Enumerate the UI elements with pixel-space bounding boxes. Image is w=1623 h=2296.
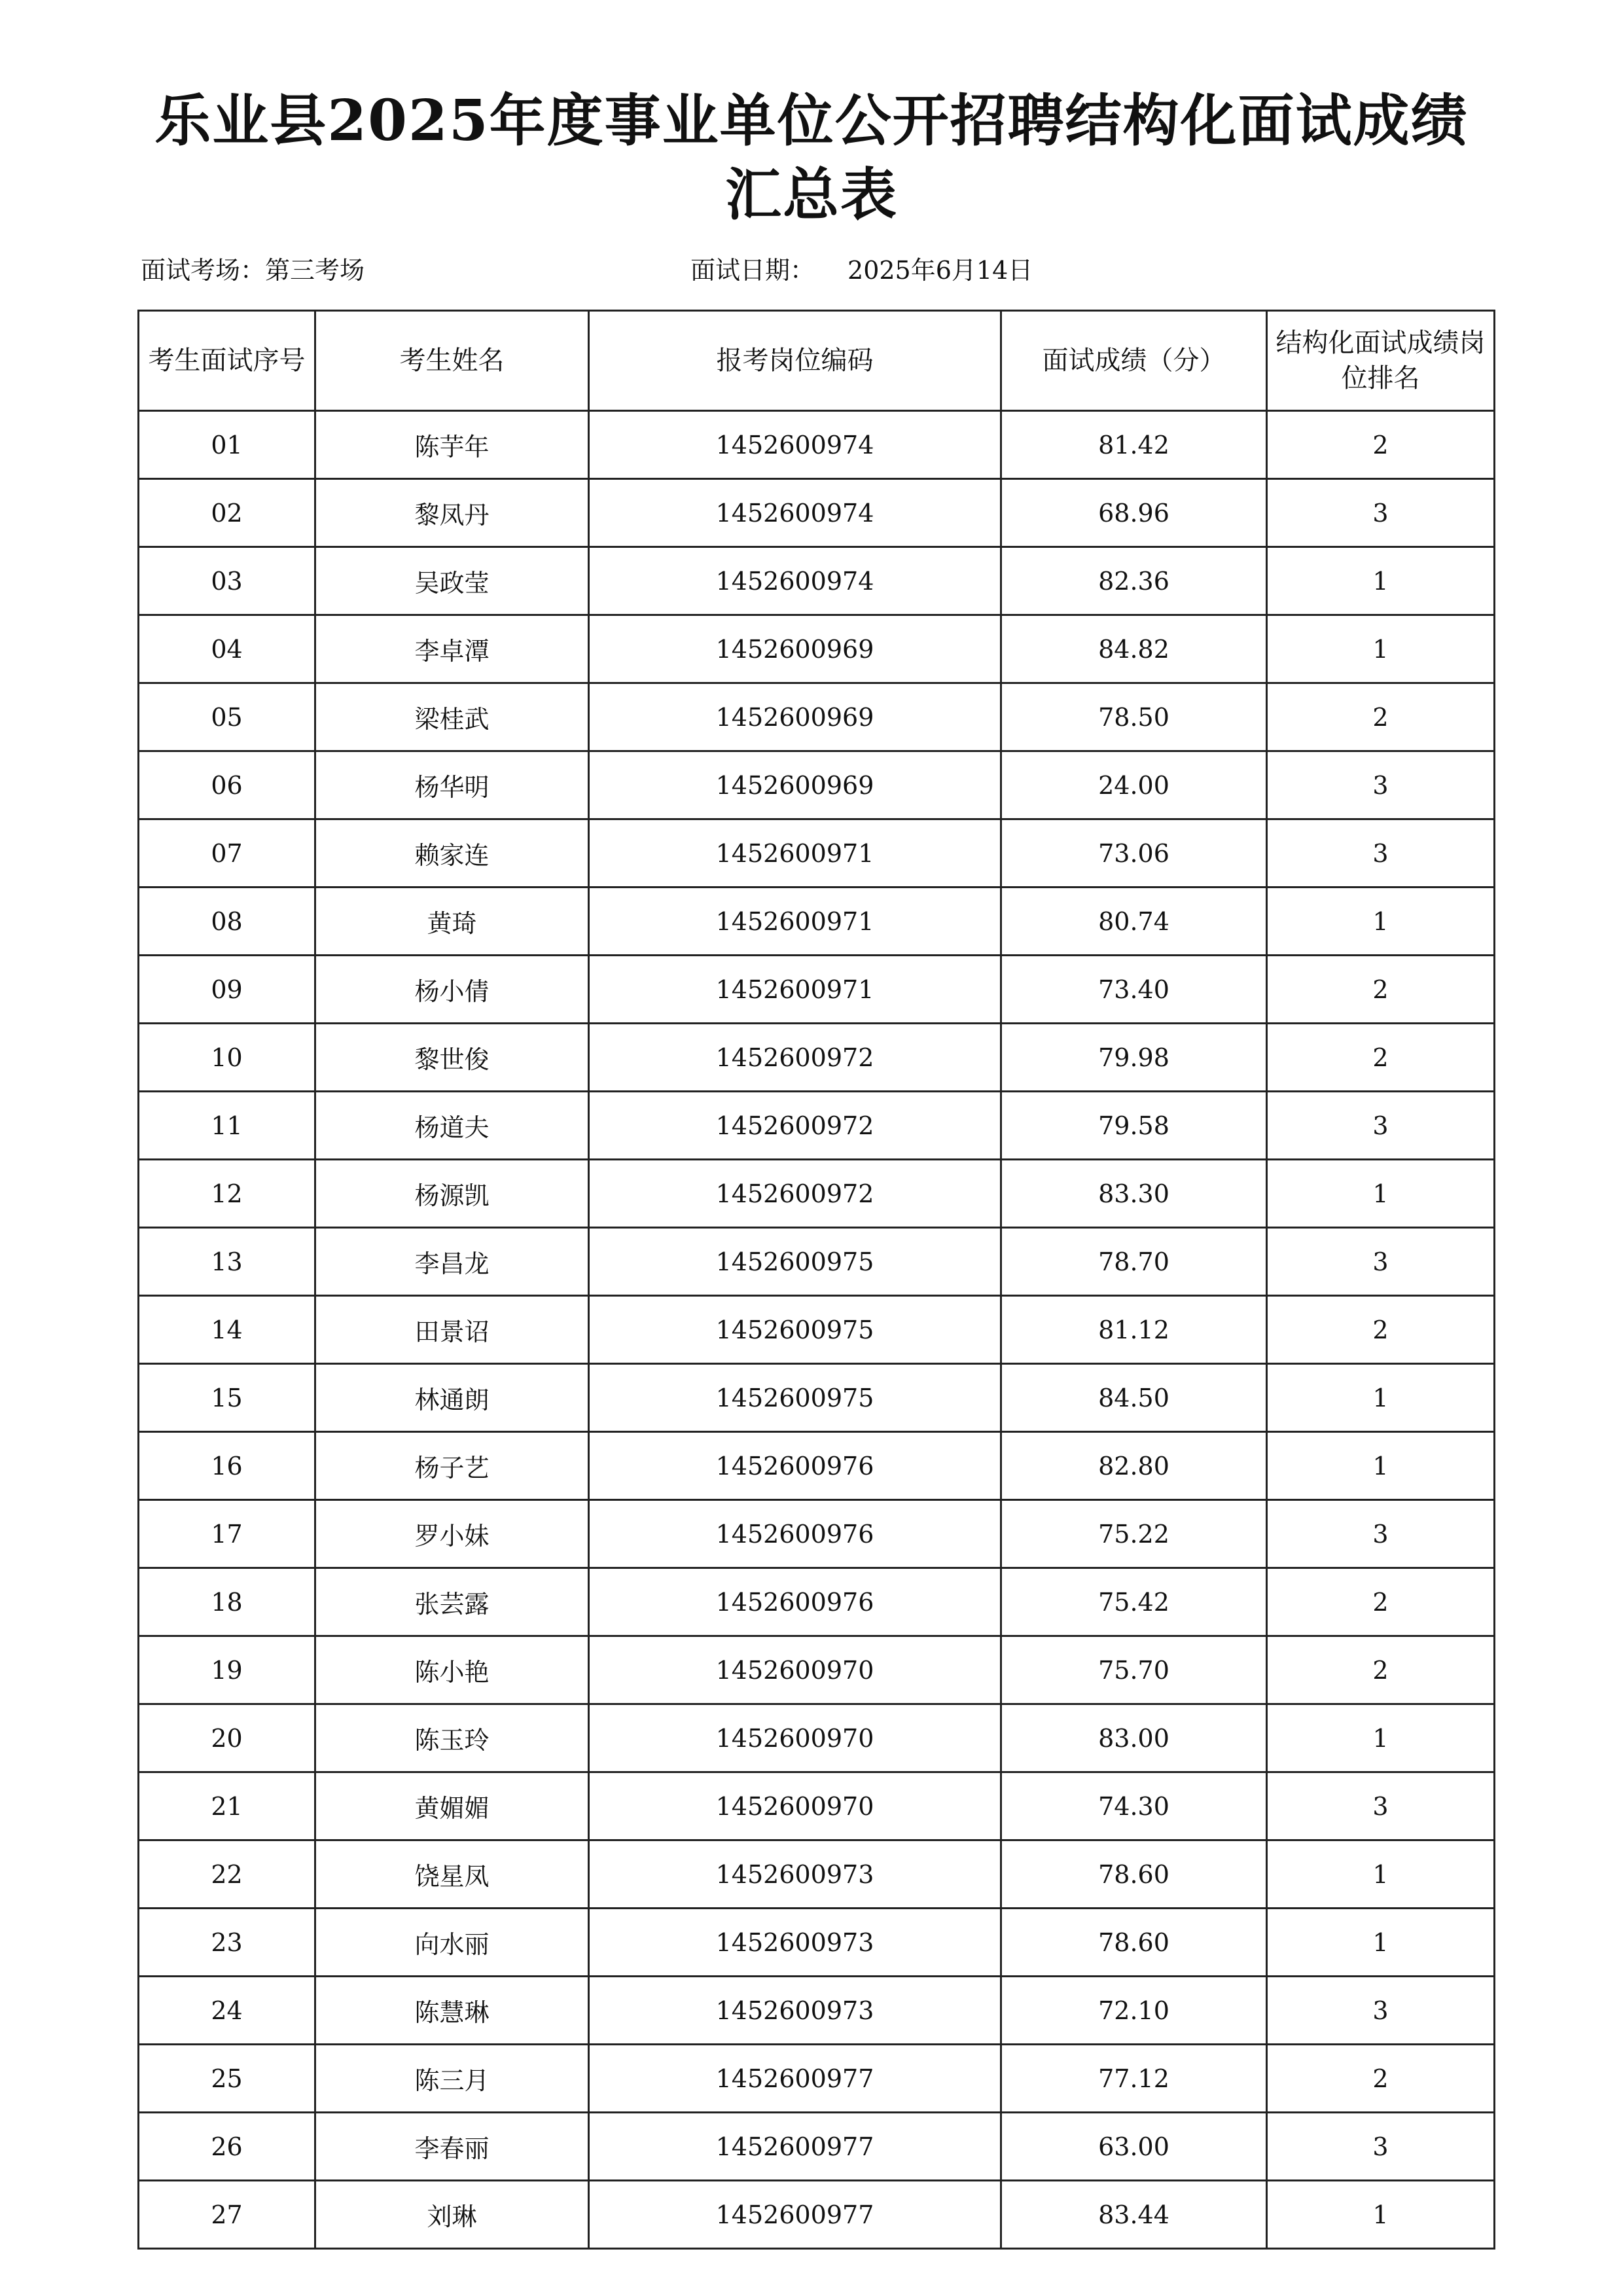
cell-seq: 09 [139, 956, 315, 1024]
cell-post-code: 1452600972 [589, 1024, 1001, 1092]
cell-rank: 1 [1267, 1364, 1495, 1432]
cell-seq: 18 [139, 1568, 315, 1636]
cell-seq: 06 [139, 751, 315, 819]
table-row [139, 2113, 1495, 2181]
cell-score: 78.70 [1001, 1228, 1267, 1296]
table-row [139, 888, 1495, 956]
cell-score: 73.06 [1001, 819, 1267, 888]
header-name: 考生姓名 [315, 311, 589, 411]
cell-name: 陈芋年 [315, 411, 589, 479]
cell-rank: 1 [1267, 1840, 1495, 1909]
cell-score: 79.58 [1001, 1092, 1267, 1160]
cell-score: 75.42 [1001, 1568, 1267, 1636]
cell-post-code: 1452600974 [589, 547, 1001, 615]
cell-name: 杨源凯 [315, 1160, 589, 1228]
cell-rank: 1 [1267, 1909, 1495, 1977]
cell-rank: 3 [1267, 1092, 1495, 1160]
table-row [139, 1909, 1495, 1977]
cell-score: 78.50 [1001, 683, 1267, 751]
cell-score: 73.40 [1001, 956, 1267, 1024]
cell-seq: 15 [139, 1364, 315, 1432]
cell-name: 陈慧琳 [315, 1977, 589, 2045]
table-row [139, 1772, 1495, 1840]
cell-post-code: 1452600977 [589, 2181, 1001, 2249]
cell-rank: 2 [1267, 683, 1495, 751]
cell-rank: 3 [1267, 1228, 1495, 1296]
cell-score: 75.70 [1001, 1636, 1267, 1704]
cell-post-code: 1452600975 [589, 1364, 1001, 1432]
cell-name: 杨小倩 [315, 956, 589, 1024]
cell-seq: 27 [139, 2181, 315, 2249]
header-post-code: 报考岗位编码 [589, 311, 1001, 411]
cell-seq: 17 [139, 1500, 315, 1568]
cell-post-code: 1452600972 [589, 1160, 1001, 1228]
cell-name: 向水丽 [315, 1909, 589, 1977]
cell-score: 74.30 [1001, 1772, 1267, 1840]
date-value: 2025年6月14日 [847, 256, 1033, 285]
venue-info [141, 254, 365, 287]
table-row [139, 1024, 1495, 1092]
cell-name: 黎世俊 [315, 1024, 589, 1092]
cell-seq: 23 [139, 1909, 315, 1977]
header-seq: 考生面试序号 [139, 311, 315, 411]
cell-post-code: 1452600973 [589, 1840, 1001, 1909]
cell-score: 84.50 [1001, 1364, 1267, 1432]
cell-score: 79.98 [1001, 1024, 1267, 1092]
cell-post-code: 1452600975 [589, 1296, 1001, 1364]
cell-name: 李春丽 [315, 2113, 589, 2181]
date-info [690, 254, 1033, 287]
cell-post-code: 1452600974 [589, 479, 1001, 547]
cell-seq: 11 [139, 1092, 315, 1160]
table-row [139, 1568, 1495, 1636]
cell-post-code: 1452600971 [589, 956, 1001, 1024]
table-row [139, 1977, 1495, 2045]
header-score: 面试成绩（分） [1001, 311, 1267, 411]
cell-seq: 08 [139, 888, 315, 956]
cell-post-code: 1452600971 [589, 819, 1001, 888]
cell-seq: 03 [139, 547, 315, 615]
cell-name: 陈小艳 [315, 1636, 589, 1704]
cell-post-code: 1452600976 [589, 1568, 1001, 1636]
cell-seq: 05 [139, 683, 315, 751]
cell-score: 83.00 [1001, 1704, 1267, 1772]
cell-seq: 07 [139, 819, 315, 888]
cell-score: 84.82 [1001, 615, 1267, 683]
cell-rank: 1 [1267, 2181, 1495, 2249]
cell-rank: 1 [1267, 1704, 1495, 1772]
cell-post-code: 1452600976 [589, 1500, 1001, 1568]
cell-post-code: 1452600969 [589, 615, 1001, 683]
table-row [139, 956, 1495, 1024]
cell-score: 82.80 [1001, 1432, 1267, 1500]
table-row [139, 479, 1495, 547]
table-row [139, 1364, 1495, 1432]
table-row [139, 411, 1495, 479]
cell-rank: 1 [1267, 547, 1495, 615]
cell-score: 81.42 [1001, 411, 1267, 479]
cell-name: 杨子艺 [315, 1432, 589, 1500]
cell-seq: 16 [139, 1432, 315, 1500]
table-row [139, 1432, 1495, 1500]
cell-rank: 3 [1267, 2113, 1495, 2181]
cell-seq: 12 [139, 1160, 315, 1228]
cell-rank: 2 [1267, 1636, 1495, 1704]
cell-seq: 20 [139, 1704, 315, 1772]
cell-name: 罗小妹 [315, 1500, 589, 1568]
cell-seq: 26 [139, 2113, 315, 2181]
table-row [139, 1296, 1495, 1364]
cell-name: 陈玉玲 [315, 1704, 589, 1772]
cell-seq: 04 [139, 615, 315, 683]
cell-name: 杨道夫 [315, 1092, 589, 1160]
cell-name: 田景诏 [315, 1296, 589, 1364]
table-header-row [139, 311, 1495, 411]
cell-rank: 3 [1267, 479, 1495, 547]
cell-post-code: 1452600969 [589, 751, 1001, 819]
table-row [139, 1228, 1495, 1296]
cell-name: 林通朗 [315, 1364, 589, 1432]
cell-score: 68.96 [1001, 479, 1267, 547]
cell-post-code: 1452600970 [589, 1772, 1001, 1840]
table-row [139, 1840, 1495, 1909]
table-row [139, 547, 1495, 615]
cell-name: 黄琦 [315, 888, 589, 956]
score-table [137, 310, 1495, 2250]
cell-name: 李昌龙 [315, 1228, 589, 1296]
cell-name: 李卓潭 [315, 615, 589, 683]
cell-name: 吴政莹 [315, 547, 589, 615]
cell-score: 82.36 [1001, 547, 1267, 615]
cell-post-code: 1452600975 [589, 1228, 1001, 1296]
cell-name: 杨华明 [315, 751, 589, 819]
cell-score: 78.60 [1001, 1909, 1267, 1977]
cell-post-code: 1452600977 [589, 2113, 1001, 2181]
cell-seq: 24 [139, 1977, 315, 2045]
cell-post-code: 1452600973 [589, 1977, 1001, 2045]
venue-label: 面试考场： [141, 256, 266, 285]
cell-name: 黎凤丹 [315, 479, 589, 547]
cell-score: 83.30 [1001, 1160, 1267, 1228]
cell-rank: 1 [1267, 1160, 1495, 1228]
cell-seq: 13 [139, 1228, 315, 1296]
cell-name: 梁桂武 [315, 683, 589, 751]
table-row [139, 751, 1495, 819]
cell-score: 72.10 [1001, 1977, 1267, 2045]
cell-seq: 19 [139, 1636, 315, 1704]
table-row [139, 1092, 1495, 1160]
cell-score: 81.12 [1001, 1296, 1267, 1364]
cell-score: 63.00 [1001, 2113, 1267, 2181]
cell-name: 陈三月 [315, 2045, 589, 2113]
table-row [139, 1636, 1495, 1704]
cell-rank: 2 [1267, 1568, 1495, 1636]
cell-rank: 3 [1267, 819, 1495, 888]
cell-post-code: 1452600974 [589, 411, 1001, 479]
cell-rank: 3 [1267, 751, 1495, 819]
cell-post-code: 1452600970 [589, 1636, 1001, 1704]
cell-score: 78.60 [1001, 1840, 1267, 1909]
venue-value: 第三考场 [265, 256, 365, 285]
cell-seq: 21 [139, 1772, 315, 1840]
table-row [139, 615, 1495, 683]
cell-seq: 25 [139, 2045, 315, 2113]
cell-rank: 1 [1267, 615, 1495, 683]
table-row [139, 1160, 1495, 1228]
cell-rank: 3 [1267, 1977, 1495, 2045]
cell-rank: 2 [1267, 2045, 1495, 2113]
cell-post-code: 1452600977 [589, 2045, 1001, 2113]
cell-post-code: 1452600971 [589, 888, 1001, 956]
cell-rank: 2 [1267, 1024, 1495, 1092]
cell-name: 赖家连 [315, 819, 589, 888]
table-body [139, 411, 1495, 2249]
cell-seq: 14 [139, 1296, 315, 1364]
cell-score: 24.00 [1001, 751, 1267, 819]
cell-score: 80.74 [1001, 888, 1267, 956]
header-rank: 结构化面试成绩岗位排名 [1267, 311, 1495, 411]
cell-seq: 10 [139, 1024, 315, 1092]
table-row [139, 1500, 1495, 1568]
table-row [139, 819, 1495, 888]
table-row [139, 2045, 1495, 2113]
cell-rank: 3 [1267, 1772, 1495, 1840]
page-title: 乐业县2025年度事业单位公开招聘结构化面试成绩 [154, 88, 1469, 154]
cell-score: 77.12 [1001, 2045, 1267, 2113]
cell-post-code: 1452600969 [589, 683, 1001, 751]
cell-score: 75.22 [1001, 1500, 1267, 1568]
cell-name: 张芸露 [315, 1568, 589, 1636]
cell-rank: 2 [1267, 1296, 1495, 1364]
table-row [139, 1704, 1495, 1772]
cell-seq: 02 [139, 479, 315, 547]
cell-rank: 3 [1267, 1500, 1495, 1568]
cell-name: 刘琳 [315, 2181, 589, 2249]
date-label: 面试日期： [690, 256, 815, 285]
cell-name: 饶星凤 [315, 1840, 589, 1909]
cell-rank: 1 [1267, 1432, 1495, 1500]
cell-post-code: 1452600976 [589, 1432, 1001, 1500]
cell-seq: 22 [139, 1840, 315, 1909]
cell-post-code: 1452600973 [589, 1909, 1001, 1977]
cell-rank: 2 [1267, 411, 1495, 479]
cell-post-code: 1452600970 [589, 1704, 1001, 1772]
cell-name: 黄媚媚 [315, 1772, 589, 1840]
cell-post-code: 1452600972 [589, 1092, 1001, 1160]
cell-rank: 1 [1267, 888, 1495, 956]
cell-score: 83.44 [1001, 2181, 1267, 2249]
table-row [139, 2181, 1495, 2249]
cell-rank: 2 [1267, 956, 1495, 1024]
page-title-line2: 汇总表 [725, 162, 898, 228]
cell-seq: 01 [139, 411, 315, 479]
table-row [139, 683, 1495, 751]
